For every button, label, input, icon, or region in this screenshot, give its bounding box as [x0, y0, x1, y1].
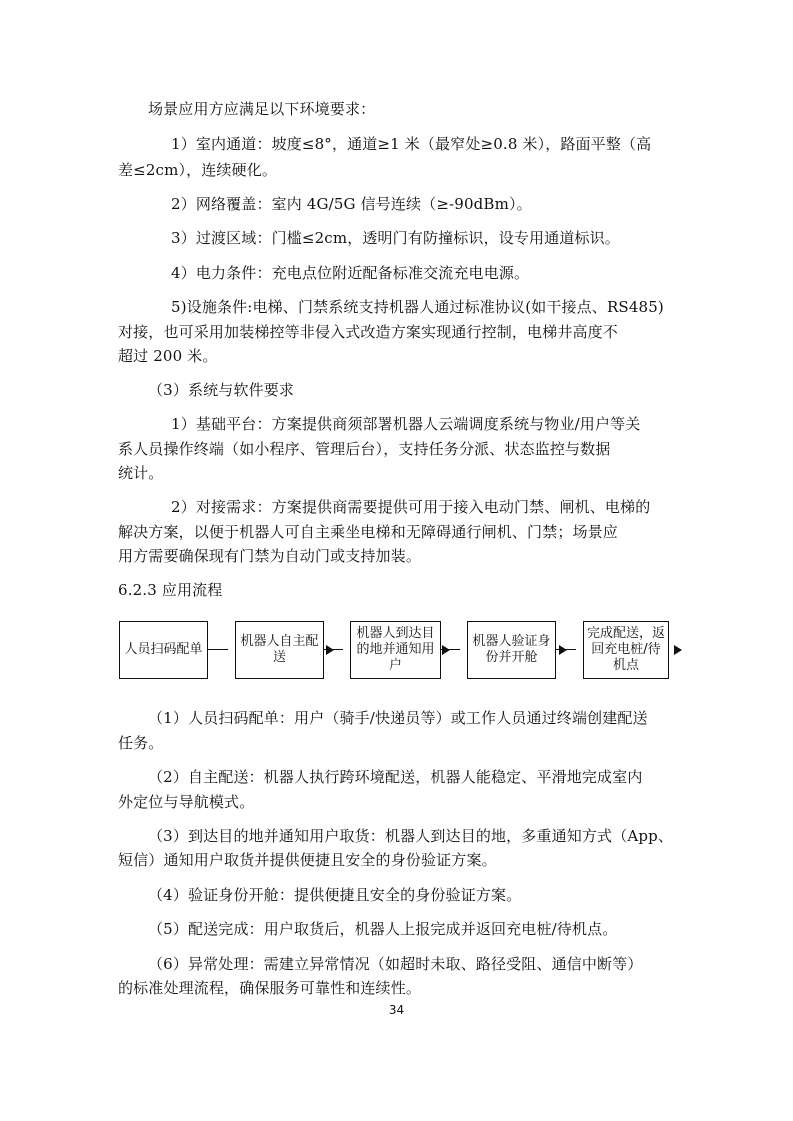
paragraph-env-3: 3）过渡区域：门槛≤2cm，透明门有防撞标识，设专用通道标识。: [171, 229, 620, 247]
paragraph-flow-1: （1）人员扫码配单：用户（骑手/快递员等）或工作人员通过终端创建配送: [148, 709, 648, 727]
flow-arrow: [441, 649, 467, 651]
paragraph-sys-2: 2）对接需求：方案提供商需要提供可用于接入电动门禁、闸机、电梯的: [171, 498, 651, 516]
paragraph-flow-3: （3）到达目的地并通知用户取货：机器人到达目的地，多重通知方式（App、: [148, 827, 673, 845]
paragraph-sys-1: 1）基础平台：方案提供商须部署机器人云端调度系统与物业/用户等关: [171, 415, 641, 433]
flow-step-complete-return: 完成配送，返回充电桩/待机点: [583, 621, 669, 679]
paragraph-env-5: 5)设施条件:电梯、门禁系统支持机器人通过标准协议(如干接点、RS485): [171, 298, 664, 316]
flow-arrow: [556, 649, 583, 651]
flow-step-verify-open: 机器人验证身份并开舱: [467, 621, 556, 679]
flow-step-scan-order: 人员扫码配单: [119, 621, 208, 679]
paragraph-env-2: 2）网络覆盖：室内 4G/5G 信号连续（≥-90dBm）。: [171, 195, 532, 213]
paragraph-sys-1-cont: 统计。: [118, 464, 164, 482]
flow-arrow: [208, 649, 235, 651]
paragraph-flow-3-cont: 短信）通知用户取货并提供便捷且安全的身份验证方案。: [118, 851, 497, 869]
flow-arrow: [324, 649, 350, 651]
paragraph-env-1-cont: 差≤2cm），连续硬化。: [118, 161, 278, 179]
paragraph-env-1: 1）室内通道：坡度≤8°，通道≥1 米（最窄处≥0.8 米），路面平整（高: [171, 135, 652, 153]
paragraph-sys-1-cont: 系人员操作终端（如小程序、管理后台），支持任务分派、状态监控与数据: [118, 440, 611, 458]
paragraph-intro: 场景应用方应满足以下环境要求：: [148, 100, 376, 118]
paragraph-flow-1-cont: 任务。: [118, 734, 164, 752]
paragraph-flow-5: （5）配送完成：用户取货后，机器人上报完成并返回充电桩/待机点。: [148, 920, 618, 938]
paragraph-sys-2-cont: 解决方案，以便于机器人可自主乘坐电梯和无障碍通行闸机、门禁；场景应: [118, 523, 618, 541]
paragraph-flow-2: （2）自主配送：机器人执行跨环境配送，机器人能稳定、平滑地完成室内: [148, 768, 643, 786]
paragraph-sys-2-cont: 用方需要确保现有门禁为自动门或支持加装。: [118, 547, 422, 565]
paragraph-flow-6-cont: 的标准处理流程，确保服务可靠性和连续性。: [118, 979, 422, 997]
paragraph-env-5-cont: 对接，也可采用加装梯控等非侵入式改造方案实现通行控制，电梯井高度不: [118, 323, 618, 341]
section-heading: 6.2.3 应用流程: [118, 581, 223, 599]
flow-step-arrive-notify: 机器人到达目的地并通知用户: [350, 621, 441, 679]
subsection-title: （3）系统与软件要求: [148, 381, 295, 399]
page-number: 34: [388, 1003, 405, 1017]
paragraph-flow-2-cont: 外定位与导航模式。: [118, 793, 255, 811]
paragraph-env-4: 4）电力条件：充电点位附近配备标准交流充电电源。: [171, 264, 530, 282]
flowchart: [119, 621, 671, 683]
paragraph-env-5-cont: 超过 200 米。: [118, 347, 218, 365]
paragraph-flow-6: （6）异常处理：需建立异常情况（如超时未取、路径受阻、通信中断等）: [148, 955, 643, 973]
paragraph-flow-4: （4）验证身份开舱：提供便捷且安全的身份验证方案。: [148, 886, 522, 904]
flow-step-autonomous-delivery: 机器人自主配送: [235, 621, 324, 679]
